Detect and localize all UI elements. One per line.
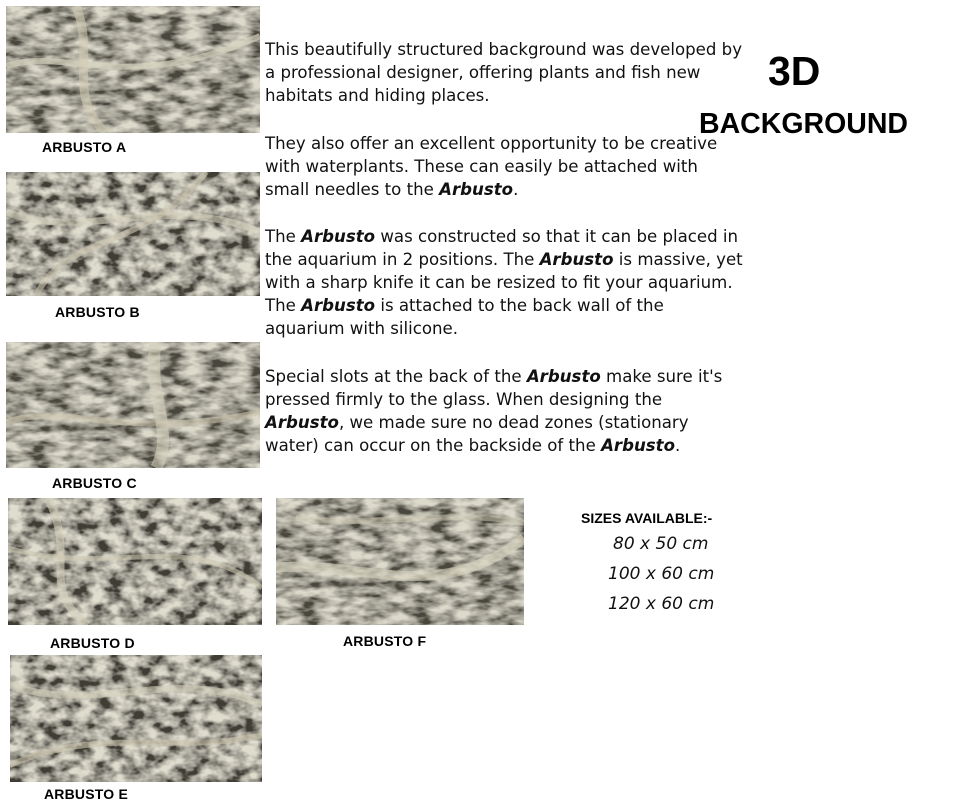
size-item: 100 x 60 cm — [608, 564, 715, 584]
arbusto-d-caption: ARBUSTO D — [50, 635, 135, 651]
arbusto-a-caption: ARBUSTO A — [42, 139, 127, 155]
product-name: Arbusto — [301, 296, 376, 315]
size-item: 120 x 60 cm — [608, 594, 715, 614]
arbusto-b-caption: ARBUSTO B — [55, 304, 140, 320]
product-name: Arbusto — [439, 180, 514, 199]
size-item: 80 x 50 cm — [613, 534, 709, 554]
description-paragraph-4 — [265, 365, 745, 457]
p1-text: This beautifully structured background was developed by a professional designer, offering plants and fish new habitats and hiding places. — [265, 40, 743, 105]
p4-text-c: , we made sure no dead zones (stationary water) can occur on the backside of the — [265, 413, 689, 455]
arbusto-c-caption: ARBUSTO C — [52, 475, 137, 491]
p2-text: They also offer an excellent opportunity to be creative with waterplants. These can easily be attached with small needles to the — [265, 134, 718, 199]
p3-text-c: is massive, yet with a sharp knife it can be resized to fit your aquarium. The — [265, 250, 743, 315]
product-name: Arbusto — [301, 227, 376, 246]
sizes-heading: SIZES AVAILABLE:- — [581, 510, 713, 526]
arbusto-f-caption: ARBUSTO F — [343, 633, 427, 649]
heading-3d: 3D — [768, 48, 821, 94]
heading-background: BACKGROUND — [699, 108, 908, 140]
p4-text-a: Special slots at the back of the — [265, 367, 527, 386]
product-name: Arbusto — [601, 436, 675, 455]
arbusto-a-photo — [6, 6, 260, 133]
arbusto-f-photo — [276, 498, 524, 625]
product-name: Arbusto — [265, 413, 339, 432]
description-paragraph-3 — [265, 225, 745, 340]
arbusto-c-photo — [6, 342, 260, 468]
p3-text-a: The — [265, 227, 302, 246]
arbusto-d-photo — [8, 498, 262, 625]
product-name: Arbusto — [539, 250, 614, 269]
product-name: Arbusto — [526, 367, 601, 386]
p3-text-b: was constructed so that it can be placed in the aquarium in 2 positions. The — [265, 227, 739, 269]
arbusto-e-photo — [10, 655, 262, 782]
p4-text-b: make sure it's pressed firmly to the glass. When designing the — [265, 367, 723, 409]
arbusto-b-photo — [6, 172, 260, 296]
description-paragraph-1 — [265, 38, 745, 107]
p4-end: . — [675, 436, 681, 455]
p2-end: . — [513, 180, 519, 199]
arbusto-e-caption: ARBUSTO E — [44, 786, 128, 802]
p3-text-d: is attached to the back wall of the aquarium with silicone. — [265, 296, 664, 338]
description-paragraph-2 — [265, 132, 745, 201]
